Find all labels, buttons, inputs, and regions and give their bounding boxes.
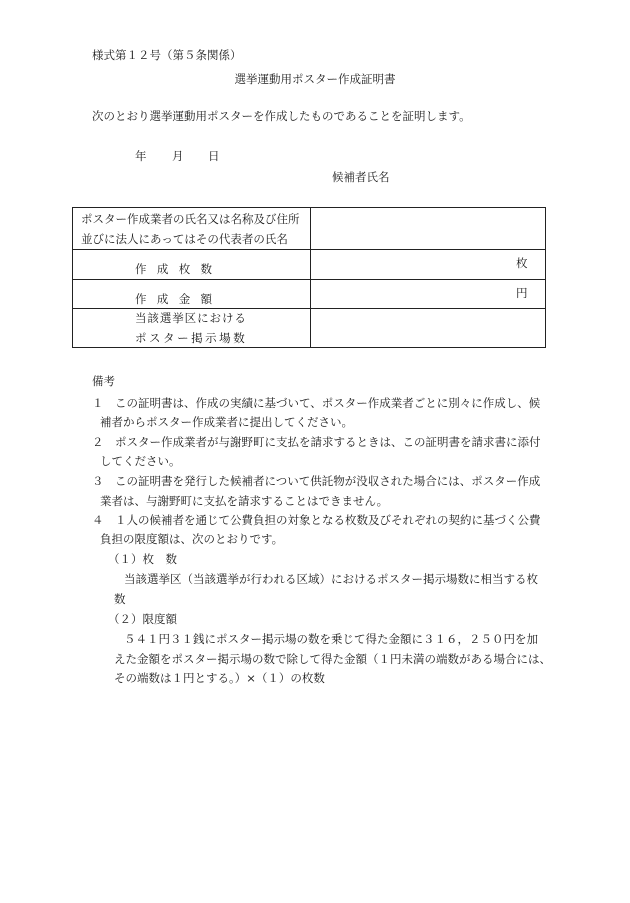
note-3-line1: ３ この証明書を発行した候補者について供託物が没収された場合には、ポスター作成 <box>92 474 541 488</box>
amount-label: 作成金額 <box>135 292 223 306</box>
note-3-line2: 業者は、与謝野町に支払を請求することはできません。 <box>100 494 389 508</box>
places-label-line1: 当該選挙区における <box>135 311 247 325</box>
count-unit: 枚 <box>516 256 528 270</box>
note-2-line1: ２ ポスター作成業者が与謝野町に支払を請求するときは、この証明書を請求書に添付 <box>92 435 541 449</box>
form-number: 様式第１２号（第５条関係） <box>92 48 242 62</box>
note-4-sub1-title: （１）枚 数 <box>108 552 177 566</box>
note-4-line1: ４ １人の候補者を通じて公費負担の対象となる枚数及びそれぞれの契約に基づく公費 <box>92 513 541 527</box>
note-4-sub2-line2: えた金額をポスター掲示場の数で除して得た金額（１円未満の端数がある場合には、 <box>114 652 551 666</box>
maker-label-line1: ポスター作成業者の氏名又は名称及び住所 <box>81 212 300 226</box>
note-4-sub2-line3: その端数は１円とする。）×（１）の枚数 <box>114 671 325 685</box>
table-column-divider <box>310 208 311 347</box>
count-label: 作成枚数 <box>135 262 223 276</box>
date-day-label: 日 <box>208 149 220 163</box>
table-row-count <box>73 250 545 280</box>
note-1-line2: 補者からポスター作成業者に提出してください。 <box>100 415 353 429</box>
certificate-table <box>72 207 546 348</box>
document-title: 選挙運動用ポスター作成証明書 <box>234 72 396 86</box>
date-year-label: 年 <box>135 149 147 163</box>
places-label-line2: ポスター掲示場数 <box>135 331 248 345</box>
note-4-sub2-title: （２）限度額 <box>108 612 177 626</box>
intro-statement: 次のとおり選挙運動用ポスターを作成したものであることを証明します。 <box>92 109 471 123</box>
note-1-line1: １ この証明書は、作成の実績に基づいて、ポスター作成業者ごとに別々に作成し、候 <box>92 396 541 410</box>
date-month-label: 月 <box>172 149 184 163</box>
note-2-line2: してください。 <box>100 454 181 468</box>
note-4-sub2-line1: ５４１円３１銭にポスター掲示場の数を乗じて得た金額に３１６，２５０円を加 <box>124 632 538 646</box>
table-row-places <box>73 309 545 349</box>
note-4-sub1-line2: 数 <box>114 592 126 606</box>
maker-label-line2: 並びに法人にあってはその代表者の氏名 <box>81 232 288 246</box>
note-4-sub1-line1: 当該選挙区（当該選挙が行われる区域）におけるポスター掲示場数に相当する枚 <box>124 572 538 586</box>
table-row-amount <box>73 280 545 309</box>
candidate-name-label: 候補者氏名 <box>332 170 390 184</box>
note-4-line2: 負担の限度額は、次のとおりです。 <box>100 532 284 546</box>
table-row-maker <box>73 208 545 250</box>
notes-heading: 備考 <box>92 374 115 388</box>
amount-unit: 円 <box>516 286 528 300</box>
